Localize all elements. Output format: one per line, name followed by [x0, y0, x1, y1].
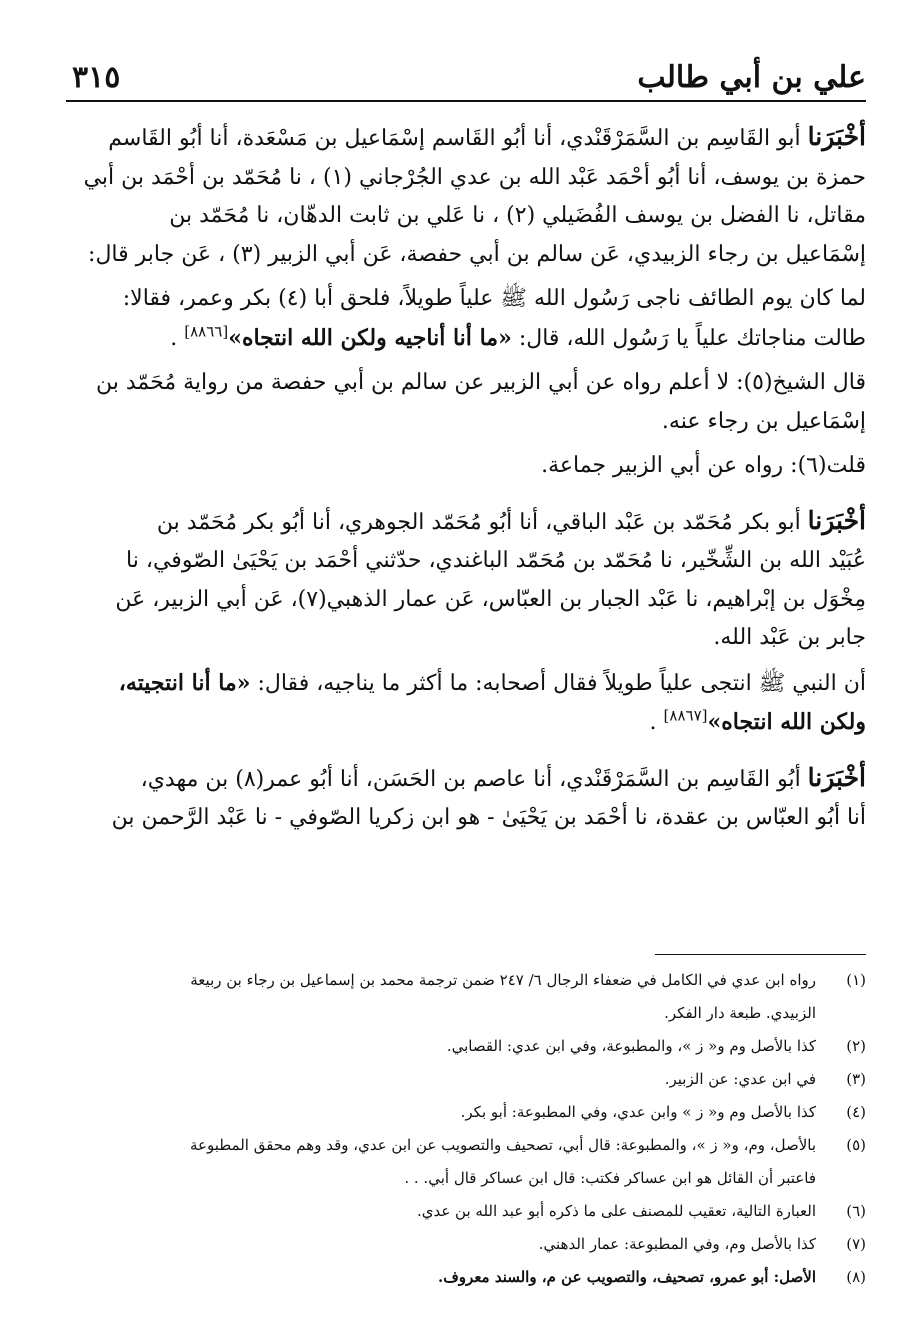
paragraph-text: أبُو القَاسِم بن السَّمَرْقَنْدي، أنا عاصم بن الحَسَن، أنا أبُو عمر(٨) بن مهدي، أنا أبُو العبّاس بن عقدة، نا أحْمَد بن يَحْيَىٰ - هو ابن زكريا الصّوفي - نا عَبْد الرَّحمن بن [111, 766, 866, 830]
author-comment: قلت(٦): رواه عن أبي الزبير جماعة. [541, 453, 866, 478]
header-title: علي بن أبي طالب [637, 60, 866, 95]
footnote-text: الأصل: أبو عمرو، تصحيف، والتصويب عن م، والسند معروف. [438, 1268, 816, 1286]
footnote-number: (٣) [846, 1070, 866, 1088]
footnote [66, 1261, 866, 1294]
hadith-quote: «ما أنا أناجيه ولكن الله انتجاه» [228, 324, 512, 351]
footnote-number: (٢) [846, 1037, 866, 1055]
footnote-separator [655, 954, 866, 955]
hadith-quote: «ما أنا انتجيته، ولكن الله انتجاه» [118, 669, 866, 735]
footnote-text: كذا بالأصل وم و« ز »، والمطبوعة، وفي ابن عدي: القصابي. [446, 1037, 816, 1055]
akhbarana-lead: أخْبَرَنا [807, 505, 866, 535]
paragraph-text: أبو القَاسِم بن السَّمَرْقَنْدي، أنا أبُو القَاسم إسْمَاعيل بن مَسْعَدة، أنا أبُو القَاسم حمزة بن يوسف، أنا أبُو أحْمَد عَبْد الله بن عدي الجُرْجاني (١) ، نا مُحَمّد بن أحْمَد بن أبي مقاتل، نا الفضل بن يوسف الفُضَيلي (٢) ، نا عَلي بن ثابت الدهّان، نا مُحَمّد بن إسْمَاعيل بن رجاء الزبيدي، عَن سالم بن أبي حفصة، عَن أبي الزبير (٣) ، عَن جابر قال: [83, 126, 866, 267]
footnote-number: (٥) [846, 1136, 866, 1154]
footnote-text: كذا بالأصل وم، وفي المطبوعة: عمار الدهني. [538, 1235, 816, 1253]
footnote-text: كذا بالأصل وم و« ز » وابن عدي، وفي المطبوعة: أبو بكر. [460, 1103, 816, 1121]
footnote [66, 1096, 866, 1129]
hadith-ref-number: [٨٨٦٧] [663, 706, 708, 725]
sheikh-comment: قال الشيخ(٥): لا أعلم رواه عن أبي الزبير عن سالم بن أبي حفصة من رواية مُحَمّد بن إسْمَاعيل بن رجاء عنه. [95, 370, 866, 434]
footnote [66, 964, 866, 1030]
footnote-number: (٧) [846, 1235, 866, 1253]
page-number: ٣١٥ [72, 60, 121, 95]
footnote-text: في ابن عدي: عن الزبير. [664, 1070, 816, 1088]
hadith-tail: . [170, 325, 185, 351]
isnad-paragraph [66, 759, 866, 838]
isnad-paragraph [66, 502, 866, 658]
footnote [66, 1129, 866, 1195]
akhbarana-lead: أخْبَرَنا [807, 122, 866, 151]
hadith-text: لما كان يوم الطائف ناجى رَسُول الله ﷺ علياً طويلاً، فلحق أبا (٤) بكر وعمر، فقالا: طالت مناجاتك علياً يا رَسُول الله، قال: [122, 286, 866, 351]
footnote-text: بالأصل، وم، و« ز »، والمطبوعة: قال أبي، تصحيف والتصويب عن ابن عدي، وقد وهم محقق المطبوعة فاعتبر أن القائل هو ابن عساكر فكتب: قال ابن عساكر قال أبي. . . [189, 1136, 816, 1187]
main-text [66, 118, 866, 838]
footnote [66, 1195, 866, 1228]
hadith-tail: . [649, 710, 664, 735]
hadith-ref-number: [٨٨٦٦] [184, 322, 229, 341]
paragraph-text: أبو بكر مُحَمّد بن عَبْد الباقي، أنا أبُو مُحَمّد الجوهري، أنا أبُو بكر مُحَمّد بن عُبَيْد الله بن الشِّخّير، نا مُحَمّد بن مُحَمّد الباغندي، حدّثني أحْمَد بن يَحْيَىٰ الصّوفي، نا مِخْوَل بن إبْراهيم، نا عَبْد الجبار بن العبّاس، عَن عمار الذهبي(٧)، عَن أبي الزبير، عَن جابر بن عَبْد الله. [115, 509, 866, 650]
footnote [66, 1030, 866, 1063]
footnote-number: (١) [846, 971, 866, 989]
hadith-paragraph [66, 280, 866, 358]
isnad-paragraph [66, 118, 866, 274]
footnotes [66, 964, 866, 1294]
hadith-paragraph [66, 664, 866, 743]
header-rule [66, 100, 866, 102]
footnote-text: رواه ابن عدي في الكامل في ضعفاء الرجال ٦/ ٢٤٧ ضمن ترجمة محمد بن إسماعيل بن رجاء بن ربيعة الزبيدي. طبعة دار الفكر. [190, 971, 816, 1022]
footnote-number: (٦) [846, 1202, 866, 1220]
footnote [66, 1228, 866, 1261]
hadith-text: أن النبي ﷺ انتجى علياً طويلاً فقال أصحابه: ما أكثر ما يناجيه، فقال: [250, 670, 866, 696]
footnote-number: (٤) [846, 1103, 866, 1121]
running-header [66, 58, 866, 102]
footnote-text: العبارة التالية، تعقيب للمصنف على ما ذكره أبو عبد الله بن عدي. [416, 1202, 816, 1220]
footnote-number: (٨) [846, 1268, 866, 1286]
akhbarana-lead: أخْبَرَنا [807, 762, 866, 792]
footnote [66, 1063, 866, 1096]
